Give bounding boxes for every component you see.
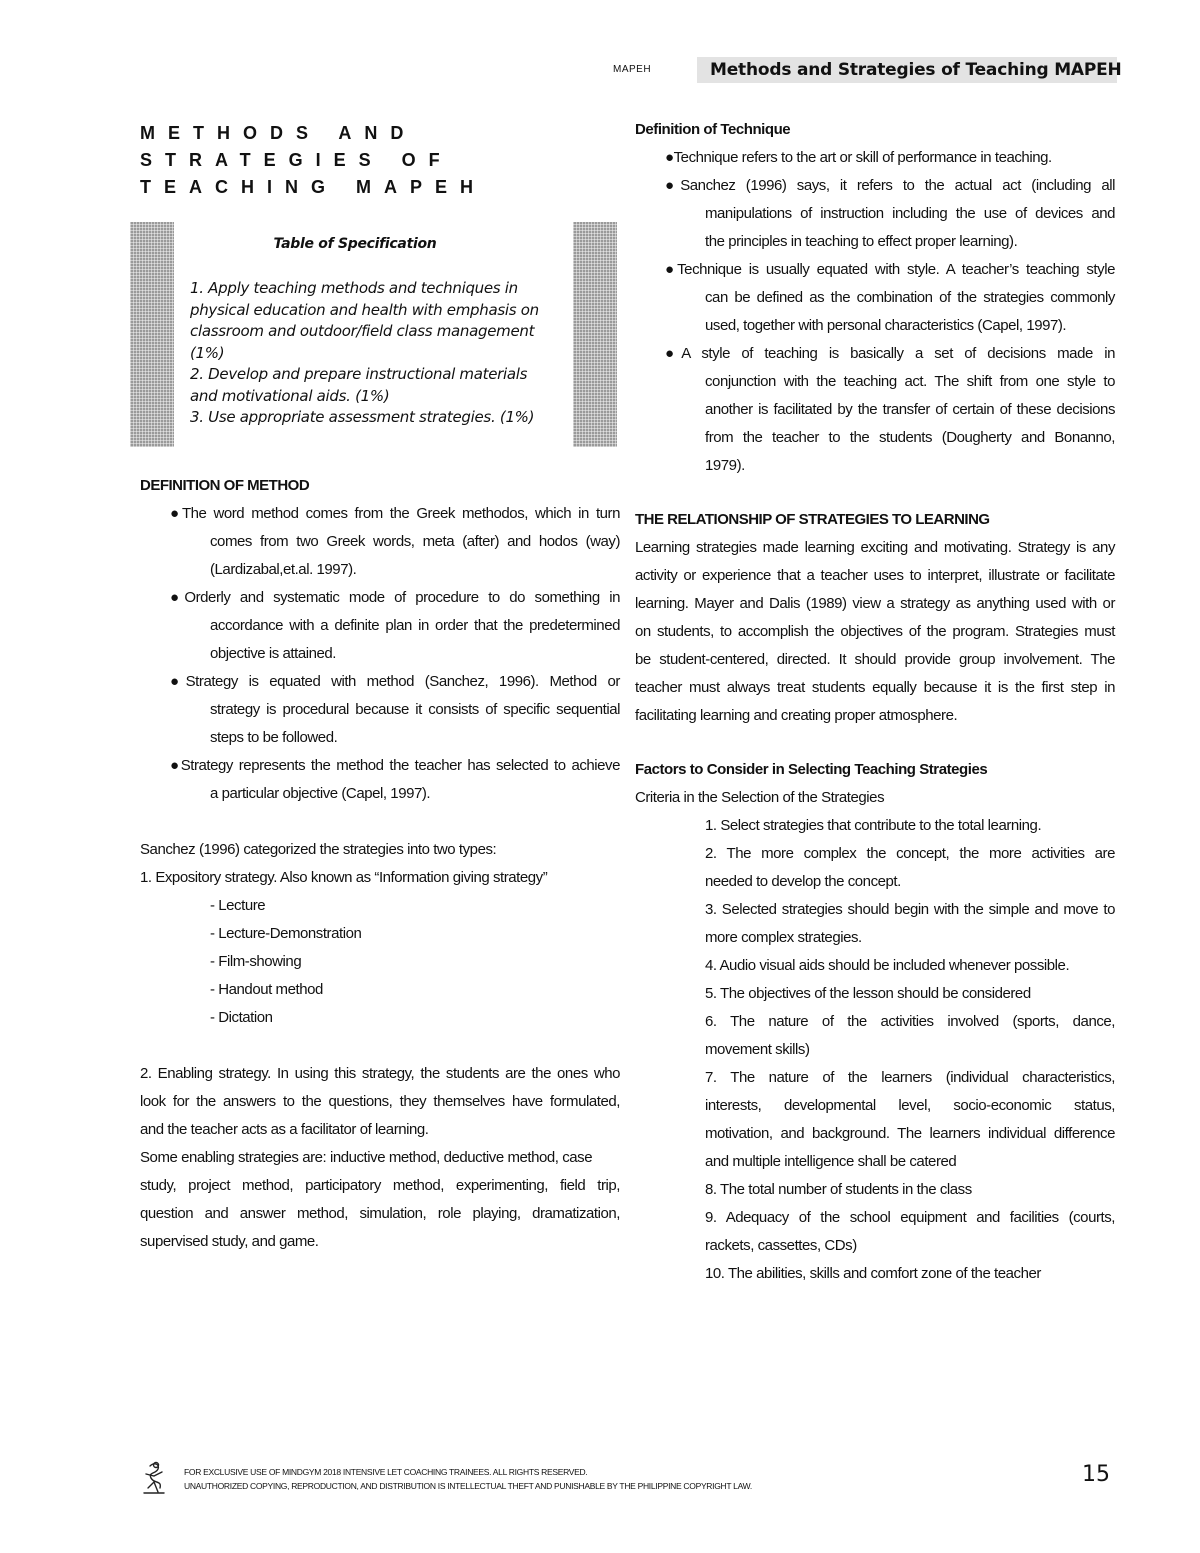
list-item: - Handout method	[210, 981, 323, 998]
types-intro: Sanchez (1996) categorized the strategies into two types:	[140, 841, 497, 858]
method-item-line: comes from two Greek words, meta (after) and hodos (way)	[210, 533, 620, 550]
method-item	[170, 668, 620, 752]
method-item-line: objective is attained.	[210, 645, 337, 662]
bullet-icon: ●	[665, 261, 678, 278]
list-item: - Lecture	[210, 897, 266, 914]
mindgym-logo-icon	[142, 1460, 168, 1496]
left-column	[140, 472, 620, 1256]
technique-item	[665, 172, 1115, 256]
method-item-line: accordance with a definite plan in order that the predetermined	[210, 617, 620, 634]
technique-list	[635, 144, 1115, 480]
criteria-item: 2. The more complex the concept, the more activities are	[705, 845, 1115, 862]
footer-line-1: FOR EXCLUSIVE USE OF MINDGYM 2018 INTENSIVE LET COACHING TRAINEES. ALL RIGHTS RESERVED.	[184, 1467, 588, 1477]
criteria-item: 9. Adequacy of the school equipment and facilities (courts,	[705, 1209, 1115, 1226]
some-enabling-line: Some enabling strategies are: inductive method, deductive method, case	[140, 1149, 593, 1166]
relationship-line: Learning strategies made learning exciting and motivating. Strategy is any	[635, 539, 1115, 556]
header-title: Methods and Strategies of Teaching MAPEH	[710, 60, 1122, 80]
technique-item-line: another is facilitated by the transfer of certain of these decisions	[705, 401, 1115, 418]
method-item-line: steps to be followed.	[210, 729, 338, 746]
criteria-item-cont: rackets, cassettes, CDs)	[705, 1237, 857, 1254]
list-item: - Film-showing	[210, 953, 302, 970]
relationship-line: be student-centered, directed. It should provide group involvement. The	[635, 651, 1115, 668]
criteria-item: 4. Audio visual aids should be included whenever possible.	[705, 957, 1070, 974]
some-enabling-line: supervised study, and game.	[140, 1233, 319, 1250]
bullet-icon: ●	[170, 589, 185, 606]
main-title-line-2: STRATEGIES OF	[140, 150, 453, 170]
technique-item-line: 1979).	[705, 457, 745, 474]
some-enabling-line: question and answer method, simulation, role playing, dramatization,	[140, 1205, 620, 1222]
method-item-line: (Lardizabal,et.al. 1997).	[210, 561, 357, 578]
method-item-line: a particular objective (Capel, 1997).	[210, 785, 431, 802]
technique-item-line: conjunction with the teaching act. The shift from one style to	[705, 373, 1115, 390]
main-title-line-3: TEACHING MAPEH	[140, 177, 487, 197]
relationship-line: learning. Mayer and Dalis (1989) view a strategy as anything used with or	[635, 595, 1115, 612]
header-subject: MAPEH	[613, 64, 652, 75]
main-title-line-1: METHODS AND	[140, 123, 417, 143]
technique-item	[665, 256, 1115, 340]
method-item-line: Strategy represents the method the teacher has selected to achieve	[180, 757, 620, 774]
method-list	[140, 500, 620, 808]
criteria-item: 5. The objectives of the lesson should be considered	[705, 985, 1031, 1002]
spec-box-right-pattern	[573, 222, 617, 447]
criteria-item-cont: and multiple intelligence shall be catered	[705, 1153, 957, 1170]
technique-item	[665, 340, 1115, 480]
criteria-item-cont: movement skills)	[705, 1041, 810, 1058]
criteria-item: 8. The total number of students in the class	[705, 1181, 972, 1198]
footer-text	[184, 1465, 752, 1493]
right-column	[635, 116, 1115, 1288]
expository-list	[140, 892, 620, 1032]
definition-of-technique-heading: Definition of Technique	[635, 121, 791, 138]
spec-line: physical education and health with emphasis on	[190, 300, 539, 319]
criteria-item: 1. Select strategies that contribute to the total learning.	[705, 817, 1042, 834]
method-item	[170, 752, 620, 808]
technique-item-line: used, together with personal characteristics (Capel, 1997).	[705, 317, 1067, 334]
definition-of-method-heading: DEFINITION OF METHOD	[140, 477, 310, 494]
spec-line: 1. Apply teaching methods and techniques in	[190, 279, 518, 297]
page-number: 15	[1082, 1462, 1110, 1487]
list-item: - Dictation	[210, 1009, 273, 1026]
method-item-line: strategy is procedural because it consists of specific sequential	[210, 701, 620, 718]
relationship-line: teacher must always treat students equally because it is the first step in	[635, 679, 1115, 696]
technique-item-line: A style of teaching is basically a set of decisions made in	[681, 345, 1115, 362]
spec-line: 3. Use appropriate assessment strategies. (1%)	[190, 408, 535, 426]
spec-box-left-pattern	[130, 222, 174, 447]
criteria-list	[635, 812, 1115, 1288]
footer-line-2: UNAUTHORIZED COPYING, REPRODUCTION, AND DISTRIBUTION IS INTELLECTUAL THEFT AND PUNISHABLE BY THE PHILIPPINE COPYRIGHT LAW.	[184, 1481, 752, 1491]
criteria-item: 3. Selected strategies should begin with the simple and move to	[705, 901, 1115, 918]
method-item	[170, 584, 620, 668]
bullet-icon: ●	[170, 505, 182, 522]
factors-subheading: Criteria in the Selection of the Strategies	[635, 789, 885, 806]
technique-item-line: from the teacher to the students (Dougherty and Bonanno,	[705, 429, 1115, 446]
relationship-line: activity or experience that a teacher uses to interpret, illustrate or facilitate	[635, 567, 1115, 584]
technique-item-line: Technique refers to the art or skill of performance in teaching.	[673, 149, 1052, 166]
method-item-line: Strategy is equated with method (Sanchez, 1996). Method or	[185, 673, 620, 690]
criteria-item: 7. The nature of the learners (individual characteristics,	[705, 1069, 1115, 1086]
criteria-item-cont: interests, developmental level, socio-economic status,	[705, 1097, 1115, 1114]
criteria-item-cont: motivation, and background. The learners individual difference	[705, 1125, 1115, 1142]
spec-title: Table of Specification	[273, 236, 437, 252]
criteria-item-cont: needed to develop the concept.	[705, 873, 901, 890]
bullet-icon: ●	[665, 345, 682, 362]
bullet-icon: ●	[170, 673, 186, 690]
spec-line: and motivational aids. (1%)	[190, 386, 390, 405]
spec-line: classroom and outdoor/field class management	[190, 322, 535, 340]
enabling-line: look for the answers to the questions, they themselves have formulated,	[140, 1093, 620, 1110]
main-title	[140, 120, 520, 201]
criteria-item-cont: more complex strategies.	[705, 929, 862, 946]
spec-line: 2. Develop and prepare instructional materials	[190, 365, 528, 383]
factors-heading: Factors to Consider in Selecting Teaching Strategies	[635, 761, 988, 778]
bullet-icon: ●	[170, 757, 181, 774]
enabling-line: 2. Enabling strategy. In using this strategy, the students are the ones who	[140, 1065, 620, 1082]
method-item-line: Orderly and systematic mode of procedure to do something in	[184, 589, 620, 606]
list-item: - Lecture-Demonstration	[210, 925, 362, 942]
technique-item-line: the principles in teaching to effect proper learning).	[705, 233, 1018, 250]
bullet-icon: ●	[665, 149, 674, 166]
technique-item-line: Technique is usually equated with style. A teacher’s teaching style	[677, 261, 1115, 278]
expository-strategy: 1. Expository strategy. Also known as “Information giving strategy”	[140, 869, 548, 886]
criteria-item: 6. The nature of the activities involved (sports, dance,	[705, 1013, 1115, 1030]
criteria-item: 10. The abilities, skills and comfort zone of the teacher	[705, 1265, 1041, 1282]
spec-body	[190, 278, 560, 429]
relationship-line: facilitating learning and creating proper atmosphere.	[635, 707, 958, 724]
some-enabling-line: study, project method, participatory method, experimenting, field trip,	[140, 1177, 620, 1194]
technique-item-line: Sanchez (1996) says, it refers to the actual act (including all	[680, 177, 1115, 194]
technique-item-line: manipulations of instruction including the use of devices and	[705, 205, 1115, 222]
enabling-line: and the teacher acts as a facilitator of learning.	[140, 1121, 429, 1138]
spec-line: (1%)	[190, 343, 225, 362]
method-item-line: The word method comes from the Greek methodos, which in turn	[181, 505, 620, 522]
relationship-line: on students, to accomplish the objectives of the program. Strategies must	[635, 623, 1115, 640]
relationship-heading: THE RELATIONSHIP OF STRATEGIES TO LEARNING	[635, 511, 990, 528]
method-item	[170, 500, 620, 584]
technique-item	[665, 144, 1115, 172]
bullet-icon: ●	[665, 177, 681, 194]
technique-item-line: can be defined as the combination of the strategies commonly	[705, 289, 1115, 306]
